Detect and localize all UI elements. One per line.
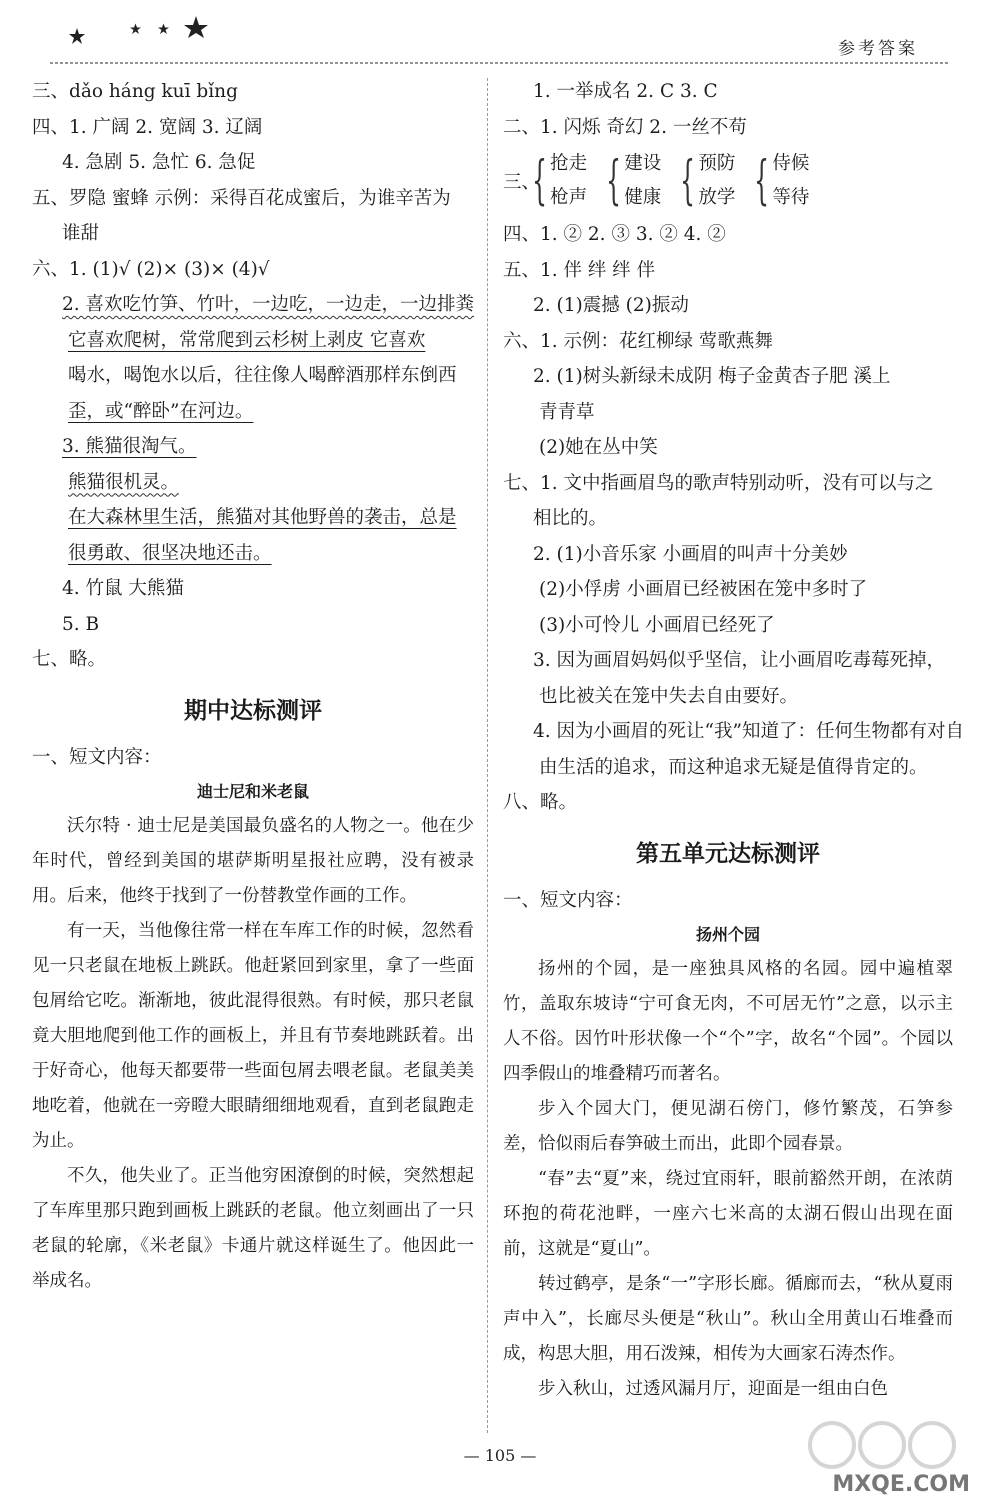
right-column (503, 74, 964, 1407)
brace-item: 侍候 (772, 153, 810, 174)
underlined-answer: 歪，或“醉卧”在河边。 (68, 400, 254, 422)
answer-line: 谁甜 (62, 223, 100, 244)
answer-line: 六、1. (1)√ (2)× (3)× (4)√ (32, 258, 270, 280)
section-intro: 一、短文内容： (503, 889, 633, 911)
header-rule (50, 60, 950, 66)
passage-paragraph: “春”去“夏”来，绕过宜雨轩，眼前豁然开朗，在浓荫环抱的荷花池畔，一座六七米高的太湖石假山出现在面前，这就是“夏山”。 (503, 1169, 953, 1259)
underlined-answer: 它喜欢爬树，常常爬到云杉树上剥皮 它喜欢 (68, 329, 426, 351)
section-title: 第五单元达标测评 (636, 840, 820, 867)
underlined-answer: 很勇敢、很坚决地还击。 (68, 542, 272, 564)
passage (32, 809, 474, 1299)
passage-paragraph: 步入秋山，过透风漏月厅，迎面是一组由白色 (538, 1379, 888, 1399)
column-divider (487, 78, 488, 1433)
passage-paragraph: 沃尔特 · 迪士尼是美国最负盛名的人物之一。他在少年时代，曾经到美国的堪萨斯明星报社应聘，没有被录用。后来，他终于找到了一份替教堂作画的工作。 (32, 816, 474, 906)
brace-label: 三、 (503, 172, 541, 193)
answer-line: 相比的。 (533, 508, 608, 529)
left-brace-icon: { (532, 151, 547, 211)
answer-line: (2)她在丛中笑 (539, 437, 658, 458)
answer-line: 2. (1)树头新绿未成阴 梅子金黄杏子肥 溪上 (533, 366, 891, 387)
passage-paragraph: 转过鹤亭，是条“一”字形长廊。循廊而去，“秋从夏雨声中入”，长廊尽头便是“秋山”。秋山全用黄山石堆叠而成，构思大胆，用石泼辣，相传为大画家石涛杰作。 (503, 1274, 953, 1364)
passage-paragraph: 扬州的个园，是一座独具风格的名园。园中遍植翠竹，盖取东坡诗“宁可食无肉，不可居无竹”之意，以示主人不俗。因竹叶形状像一个“个”字，故名“个园”。个园以四季假山的堆叠精巧而著名。 (503, 959, 953, 1084)
brace-group (679, 147, 735, 215)
answer-line: 3. 因为画眉妈妈似乎坚信，让小画眉吃毒莓死掉， (533, 650, 946, 671)
answer-line: 二、1. 闪烁 奇幻 2. 一丝不苟 (503, 116, 747, 138)
answer-line: 也比被关在笼中失去自由要好。 (539, 685, 799, 707)
answer-line: 1. 一举成名 2. C 3. C (533, 81, 718, 102)
answer-line: 五、罗隐 蜜蜂 示例：采得百花成蜜后，为谁辛苦为 (32, 187, 451, 209)
answer-line: 六、1. 示例：花红柳绿 莺歌燕舞 (503, 330, 773, 352)
brace-group (753, 147, 809, 215)
passage-paragraph: 步入个园大门，便见湖石傍门，修竹繁茂，石笋参差，恰似雨后春笋破土而出，此即个园春景。 (503, 1099, 953, 1154)
page-number: — 105 — (463, 1446, 537, 1465)
answer-line: 由生活的追求，而这种追求无疑是值得肯定的。 (539, 756, 928, 778)
brace-item: 预防 (698, 153, 736, 174)
section-title: 期中达标测评 (184, 697, 322, 724)
answer-line: 4. 因为小画眉的死让“我”知道了：任何生物都有对自 (533, 721, 964, 742)
answer-line: 4. 急剧 5. 急忙 6. 急促 (62, 152, 256, 173)
answer-line: 2. (1)震撼 (2)振动 (533, 295, 689, 316)
left-brace-icon: { (680, 151, 696, 211)
passage (503, 952, 953, 1407)
brace-item: 抢走 (550, 153, 588, 174)
header-title: 参考答案 (838, 39, 918, 59)
answer-line: 七、1. 文中指画眉鸟的歌声特别动听，没有可以与之 (503, 472, 934, 494)
answer-line: 三、dǎo háng kuī bǐng (32, 81, 238, 102)
underlined-answer: 3. 熊猫很淘气。 (62, 436, 197, 457)
answer-line: 4. 竹鼠 大熊猫 (62, 578, 184, 599)
brace-answer-row (503, 145, 953, 217)
section-intro: 一、短文内容： (32, 746, 162, 768)
brace-item: 枪声 (550, 187, 588, 208)
left-column (32, 74, 474, 1299)
brace-item: 建设 (624, 153, 662, 174)
answer-line: 八、略。 (503, 792, 578, 813)
brace-group (605, 147, 661, 215)
brace-item: 放学 (698, 187, 736, 208)
answer-line: 四、1. ② 2. ③ 3. ② 4. ② (503, 224, 726, 245)
brace-group (531, 147, 587, 215)
answer-line: 2. (1)小音乐家 小画眉的叫声十分美妙 (533, 543, 848, 565)
decorative-stars-icon (60, 12, 230, 52)
underlined-answer: 在大森林里生活，熊猫对其他野兽的袭击，总是 (68, 507, 457, 528)
answer-line: (2)小俘虏 小画眉已经被困在笼中多时了 (539, 579, 868, 600)
answer-line: 青青草 (539, 401, 595, 423)
answer-line: 喝水，喝饱水以后，往往像人喝醉酒那样东倒西 (68, 365, 457, 386)
passage-paragraph: 有一天，当他像往常一样在车库工作的时候，忽然看见一只老鼠在地板上跳跃。他赶紧回到家里，拿了一些面包屑给它吃。渐渐地，彼此混得很熟。有时候，那只老鼠竟大胆地爬到他工作的画板上，并且有节奏地跳跃着。出于好奇心，他每天都要带一些面包屑去喂老鼠。老鼠美美地吃着，他就在一旁瞪大眼睛细细地观看，直到老鼠跑走为止。 (32, 921, 474, 1151)
wavy-underlined-answer: 熊猫很机灵。 (68, 471, 180, 493)
brace-item: 健康 (624, 187, 662, 208)
passage-title: 迪士尼和米老鼠 (196, 782, 309, 801)
answer-line: 四、1. 广阔 2. 宽阔 3. 辽阔 (32, 116, 263, 138)
answer-line: 五、1. 伴 绊 绊 伴 (503, 259, 656, 281)
page-header (0, 0, 1000, 70)
passage-title: 扬州个园 (695, 925, 760, 944)
answer-line: 七、略。 (32, 649, 107, 670)
wavy-underlined-answer: 2. 喜欢吃竹笋、竹叶，一边吃，一边走，一边排粪 (62, 294, 475, 315)
brace-item: 等待 (772, 187, 810, 208)
answer-line: 5. B (62, 613, 100, 635)
left-brace-icon: { (754, 151, 770, 211)
watermark-text: MXQE.COM (832, 1472, 970, 1497)
answer-line: (3)小可怜儿 小画眉已经死了 (539, 614, 775, 636)
left-brace-icon: { (606, 151, 622, 211)
passage-paragraph: 不久，他失业了。正当他穷困潦倒的时候，突然想起了车库里那只跑到画板上跳跃的老鼠。他立刻画出了一只老鼠的轮廓，《米老鼠》卡通片就这样诞生了。他因此一举成名。 (32, 1166, 474, 1291)
